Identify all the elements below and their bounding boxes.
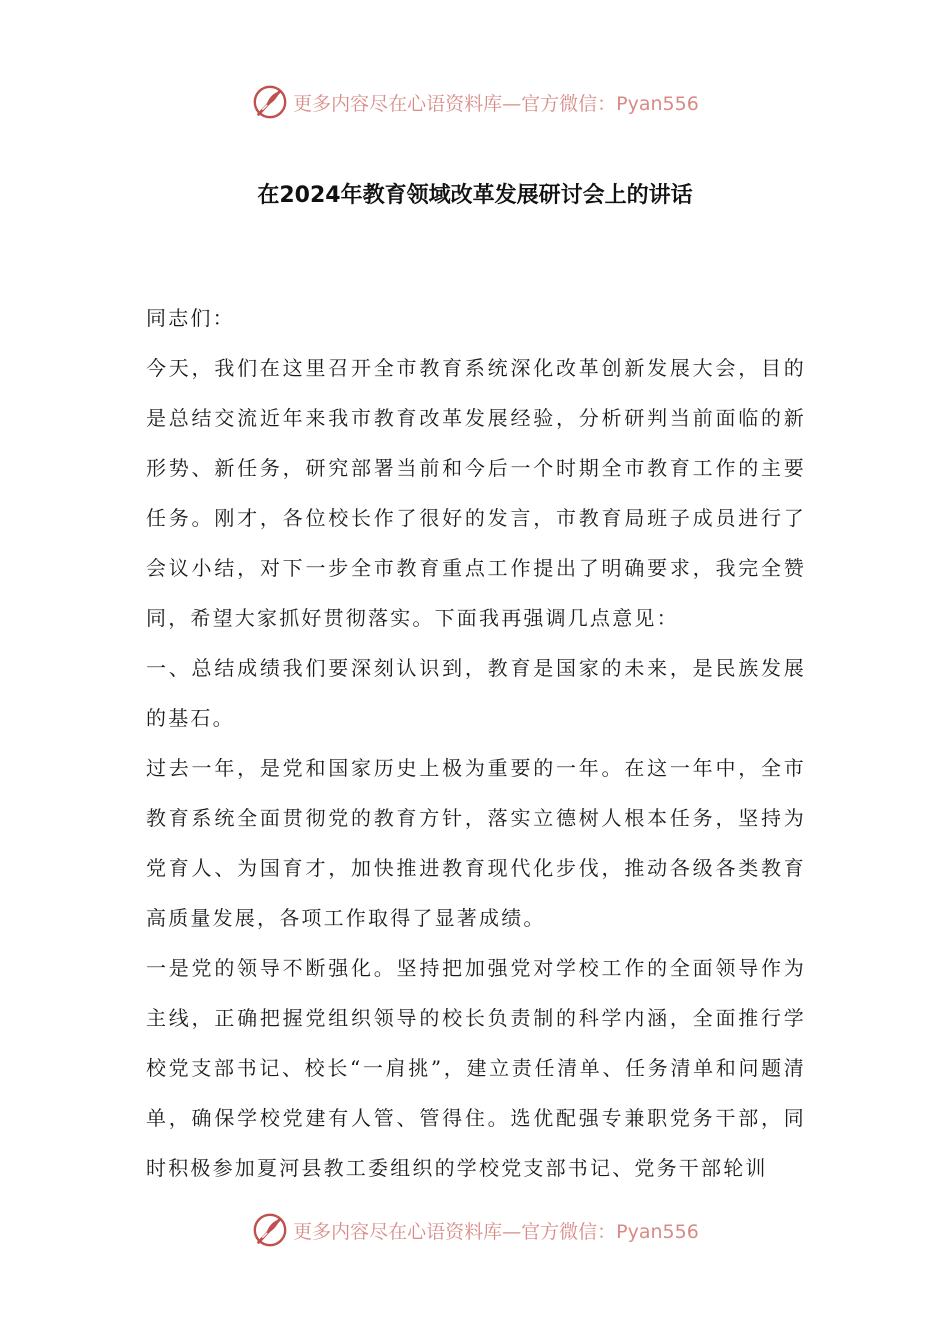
document-title: 在2024年教育领域改革发展研讨会上的讲话 xyxy=(257,183,693,208)
footer-watermark-banner xyxy=(0,1208,950,1252)
quill-logo-icon xyxy=(251,83,289,121)
wechat-id: Pyan556 xyxy=(616,1220,699,1243)
body-paragraph: 今天，我们在这里召开全市教育系统深化改革创新发展大会，目的是总结交流近年来我市教育改革发展经验，分析研判当前面临的新形势、新任务，研究部署当前和今后一个时期全市教育工作的主要任务。刚才，各位校长作了很好的发言，市教育局班子成员进行了会议小结，对下一步全市教育重点工作提出了明确要求，我完全赞同，希望大家抓好贯彻落实。下面我再强调几点意见： xyxy=(146,356,806,630)
header-watermark-banner xyxy=(0,80,950,124)
watermark-text: 更多内容尽在心语资料库—官方微信：Pyan556 xyxy=(293,92,699,115)
quill-logo-icon xyxy=(251,1211,289,1249)
body-paragraph: 过去一年，是党和国家历史上极为重要的一年。在这一年中，全市教育系统全面贯彻党的教育方针，落实立德树人根本任务，坚持为党育人、为国育才，加快推进教育现代化步伐，推动各级各类教育高质量发展，各项工作取得了显著成绩。 xyxy=(146,756,806,930)
salutation-paragraph: 同志们： xyxy=(146,306,235,330)
wechat-id: Pyan556 xyxy=(616,92,699,115)
watermark-text: 更多内容尽在心语资料库—官方微信：Pyan556 xyxy=(293,1220,699,1243)
document-body xyxy=(146,293,806,1193)
body-paragraph: 一、总结成绩我们要深刻认识到，教育是国家的未来，是民族发展的基石。 xyxy=(146,656,806,730)
body-paragraph: 一是党的领导不断强化。坚持把加强党对学校工作的全面领导作为主线，正确把握党组织领导的校长负责制的科学内涵，全面推行学校党支部书记、校长“一肩挑”，建立责任清单、任务清单和问题清单，确保学校党建有人管、管得住。选优配强专兼职党务干部，同时积极参加夏河县教工委组织的学校党支部书记、党务干部轮训 xyxy=(146,956,806,1180)
